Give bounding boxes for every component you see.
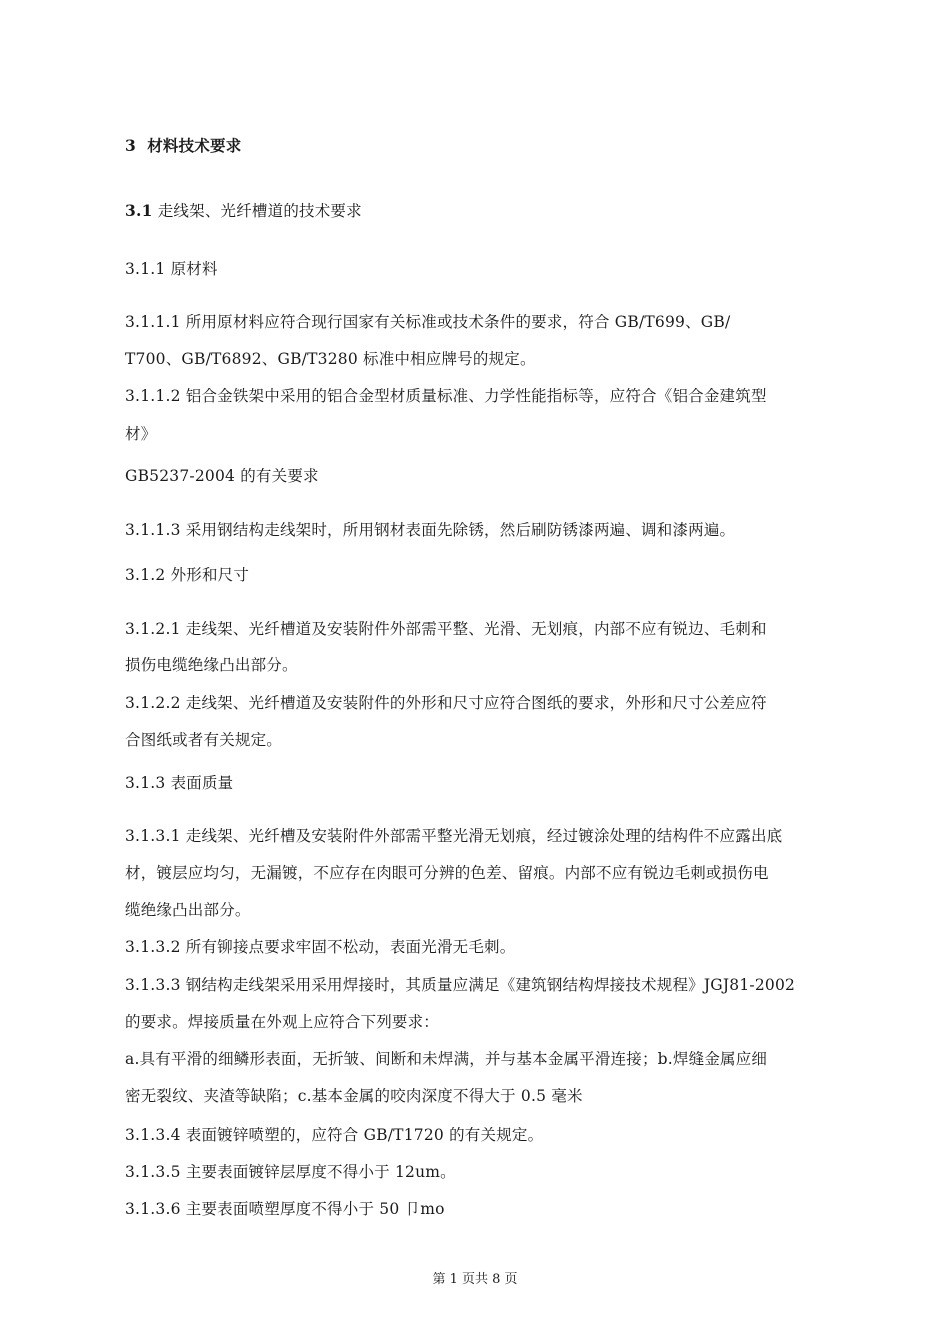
- section-title: 材料技术要求: [147, 136, 242, 155]
- paragraph-weld-line2: 密无裂纹、夹渣等缺陷；c.基本金属的咬肉深度不得大于 0.5 毫米: [125, 1087, 583, 1105]
- paragraph-3-1-2-1-line2: 损伤电缆绝缘凸出部分。: [125, 656, 298, 674]
- paragraph-3-1-3-3-line2: 的要求。焊接质量在外观上应符合下列要求：: [125, 1013, 440, 1031]
- subsection-title: 走线架、光纤槽道的技术要求: [157, 202, 362, 220]
- paragraph-3-1-3: 3.1.3 表面质量: [125, 774, 234, 792]
- paragraph-3-1-3-2: 3.1.3.2 所有铆接点要求牢固不松动，表面光滑无毛刺。: [125, 938, 516, 956]
- paragraph-3-1-1-1-line1: 3.1.1.1 所用原材料应符合现行国家有关标准或技术条件的要求，符合 GB/T699、GB/: [125, 313, 731, 331]
- paragraph-weld-line1: a.具有平滑的细鳞形表面，无折皱、间断和未焊满，并与基本金属平滑连接；b.焊缝金属应细: [125, 1050, 768, 1068]
- subsection-heading: [125, 201, 362, 221]
- paragraph-3-1-3-4: 3.1.3.4 表面镀锌喷塑的，应符合 GB/T1720 的有关规定。: [125, 1126, 544, 1144]
- paragraph-gb5237: GB5237-2004 的有关要求: [125, 467, 319, 485]
- paragraph-3-1-3-1-line3: 缆绝缘凸出部分。: [125, 901, 251, 919]
- paragraph-3-1-3-3-line1: 3.1.3.3 钢结构走线架采用采用焊接时，其质量应满足《建筑钢结构焊接技术规程》JGJ81-2002: [125, 976, 796, 994]
- paragraph-3-1-1-2-line1: 3.1.1.2 铝合金铁架中采用的铝合金型材质量标准、力学性能指标等，应符合《铝合金建筑型: [125, 387, 767, 405]
- page-footer: 第 1 页共 8 页: [432, 1272, 518, 1287]
- paragraph-3-1-2-2-line1: 3.1.2.2 走线架、光纤槽道及安装附件的外形和尺寸应符合图纸的要求，外形和尺寸公差应符: [125, 694, 767, 712]
- paragraph-3-1-1-3: 3.1.1.3 采用钢结构走线架时，所用钢材表面先除锈，然后刷防锈漆两遍、调和漆两遍。: [125, 521, 736, 539]
- paragraph-3-1-1-1-line2: T700、GB/T6892、GB/T3280 标准中相应牌号的规定。: [125, 350, 536, 368]
- paragraph-3-1-1: 3.1.1 原材料: [125, 260, 218, 278]
- paragraph-3-1-3-5: 3.1.3.5 主要表面镀锌层厚度不得小于 12um。: [125, 1163, 456, 1181]
- paragraph-3-1-3-1-line1: 3.1.3.1 走线架、光纤槽及安装附件外部需平整光滑无划痕，经过镀涂处理的结构件不应露出底: [125, 827, 783, 845]
- section-number: 3: [125, 136, 136, 155]
- paragraph-3-1-3-1-line2: 材，镀层应均匀，无漏镀，不应存在肉眼可分辨的色差、留痕。内部不应有锐边毛刺或损伤电: [125, 864, 769, 882]
- paragraph-3-1-1-2-line2: 材》: [125, 425, 157, 443]
- paragraph-3-1-2-2-line2: 合图纸或者有关规定。: [125, 731, 283, 749]
- section-heading: [125, 136, 241, 156]
- paragraph-3-1-2: 3.1.2 外形和尺寸: [125, 566, 250, 584]
- subsection-number: 3.1: [125, 201, 153, 220]
- paragraph-3-1-3-6: 3.1.3.6 主要表面喷塑厚度不得小于 50 卩mo: [125, 1200, 445, 1218]
- paragraph-3-1-2-1-line1: 3.1.2.1 走线架、光纤槽道及安装附件外部需平整、光滑、无划痕，内部不应有锐边、毛刺和: [125, 620, 767, 638]
